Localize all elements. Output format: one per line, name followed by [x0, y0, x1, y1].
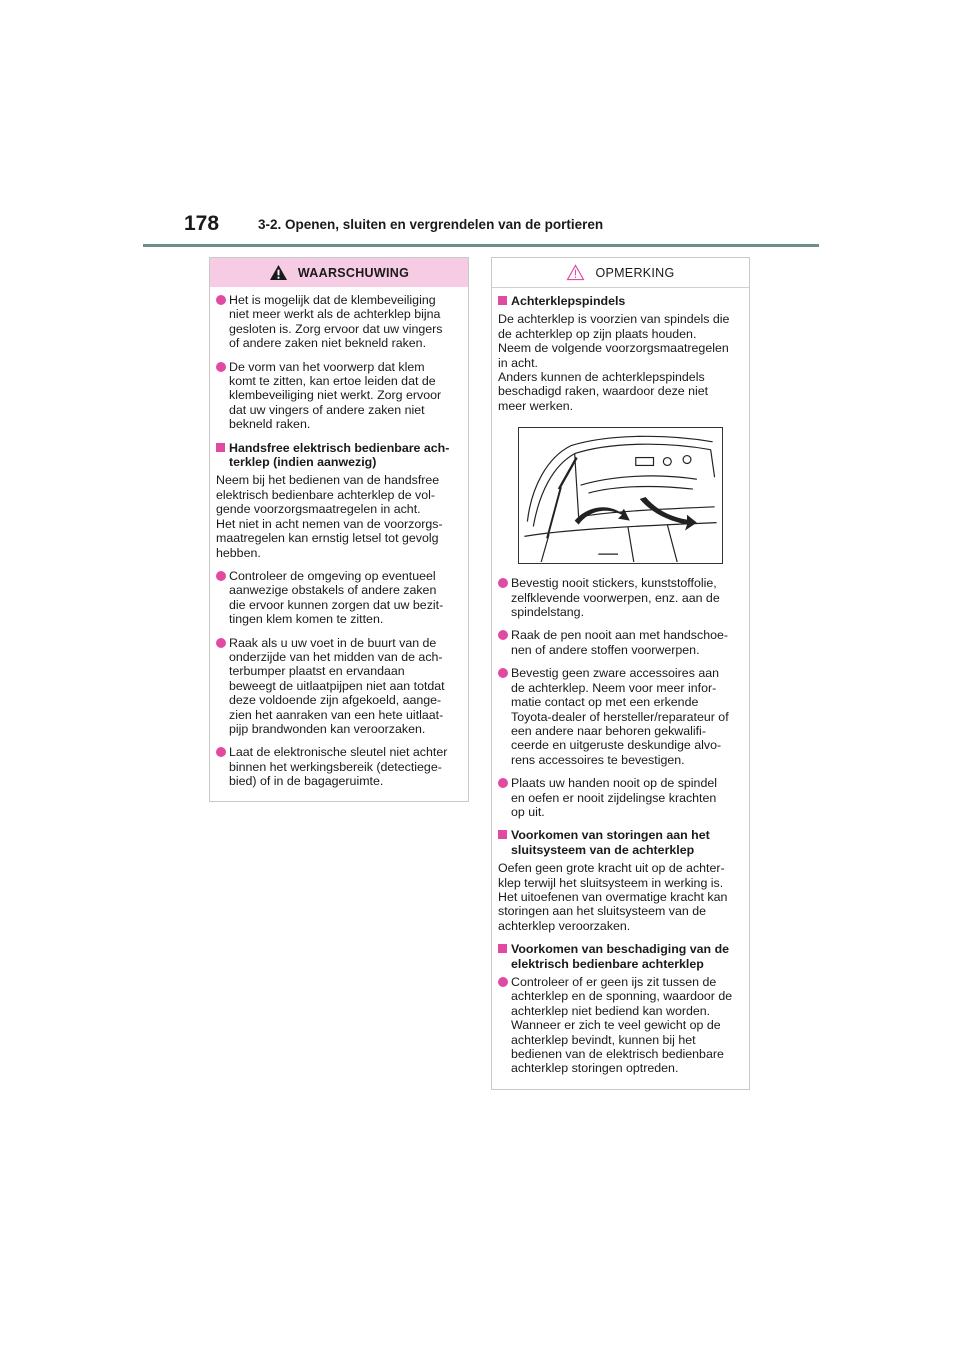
- text-line: achterklep veroorzaken.: [498, 918, 631, 933]
- note-header: [492, 258, 749, 288]
- note-para: [498, 861, 743, 933]
- warning-header: [210, 258, 468, 287]
- text-line: Bevestig nooit stickers, kunststoffolie,: [511, 576, 717, 591]
- caution-outline-icon: [566, 264, 585, 281]
- text-line: Raak de pen nooit aan met handschoe-: [511, 628, 728, 643]
- text-line: Neem bij het bedienen van de handsfree: [216, 473, 440, 488]
- warning-bullet: [216, 745, 462, 788]
- note-bullet: [498, 628, 743, 657]
- text-line: rens accessoires te bevestigen.: [511, 752, 685, 767]
- text-line: Het niet in acht nemen van de voorzorgs-: [216, 516, 443, 531]
- text-line: elektrisch bedienbare achterklep de vol-: [216, 487, 436, 502]
- text-line: klep terwijl het sluitsysteem in werking is.: [498, 875, 724, 890]
- text-line: sluitsysteem van de achterklep: [511, 842, 695, 857]
- text-line: en oefen er nooit zijdelingse krachten: [511, 790, 717, 805]
- text-line: De vorm van het voorwerp dat klem: [229, 359, 425, 374]
- text-line: maatregelen kan ernstig letsel tot gevolg: [216, 531, 439, 546]
- text-line: of andere zaken niet bekneld raken.: [229, 336, 427, 351]
- warning-para: [216, 473, 462, 559]
- text-line: meer werken.: [498, 398, 574, 413]
- note-intro: [498, 294, 743, 413]
- text-line: tingen klem komen te zitten.: [229, 612, 384, 627]
- note-para: [498, 312, 743, 413]
- note-bullet: [498, 975, 743, 1076]
- text-line: dat uw vingers of andere zaken niet: [229, 402, 425, 417]
- text-line: in acht.: [498, 355, 538, 370]
- note-body: [492, 288, 749, 1076]
- text-line: Het is mogelijk dat de klembeveiliging: [229, 293, 436, 307]
- text-line: De achterklep is voorzien van spindels die: [498, 312, 730, 327]
- text-line: Voorkomen van storingen aan het: [511, 828, 710, 843]
- note-bullet: [498, 576, 743, 619]
- note-details: [498, 576, 743, 1076]
- text-line: Achterklepspindels: [511, 294, 626, 308]
- text-line: komt te zitten, kan ertoe leiden dat de: [229, 374, 436, 389]
- page-number: 178: [184, 212, 220, 235]
- text-line: die ervoor kunnen zorgen dat uw bezit-: [229, 597, 444, 612]
- text-line: elektrisch bedienbare achterklep: [511, 956, 704, 971]
- text-line: achterklep bevindt, kunnen bij het: [511, 1032, 696, 1047]
- text-line: terbumper plaatst en ervandaan: [229, 664, 405, 679]
- note-heading: [498, 942, 743, 971]
- text-line: klembeveiliging niet werkt. Zorg ervoor: [229, 388, 442, 403]
- text-line: ceerde en uitgeruste deskundige alvo-: [511, 738, 722, 753]
- text-line: Laat de elektronische sleutel niet achter: [229, 745, 448, 760]
- warning-heading: [216, 441, 462, 470]
- warning-bullet: [216, 360, 462, 432]
- text-line: matie contact op met een erkende: [511, 695, 699, 710]
- text-line: spindelstang.: [511, 605, 585, 620]
- text-line: storingen aan het sluitsysteem van de: [498, 904, 707, 919]
- tailgate-spindle-figure: [518, 427, 723, 564]
- text-line: terklep (indien aanwezig): [229, 455, 377, 470]
- text-line: hebben.: [216, 545, 261, 560]
- text-line: bekneld raken.: [229, 417, 311, 432]
- text-line: achterklep niet bediend kan worden.: [511, 1003, 711, 1018]
- text-line: een andere naar behoren gekwalifi-: [511, 723, 706, 738]
- note-box: [491, 257, 750, 1090]
- note-bullet: [498, 776, 743, 819]
- text-line: beschadigd raken, waardoor deze niet: [498, 384, 709, 399]
- text-line: nen of andere stoffen voorwerpen.: [511, 642, 700, 657]
- text-line: Voorkomen van beschadiging van de: [511, 942, 730, 957]
- text-line: gesloten is. Zorg ervoor dat uw vingers: [229, 321, 443, 336]
- warning-bullet: [216, 569, 462, 627]
- text-line: achterklep storingen optreden.: [511, 1061, 679, 1076]
- section-title: 3-2. Openen, sluiten en vergrendelen van de portieren: [258, 217, 604, 232]
- tailgate-illustration: [519, 428, 722, 563]
- text-line: Het uitoefenen van overmatige kracht kan: [498, 889, 728, 904]
- text-line: Neem de volgende voorzorgsmaatregelen: [498, 341, 729, 356]
- text-line: de achterklep op zijn plaats houden.: [498, 326, 697, 341]
- text-line: Raak als u uw voet in de buurt van de: [229, 635, 437, 650]
- text-line: gende voorzorgsmaatregelen in acht.: [216, 502, 421, 517]
- text-line: Bevestig geen zware accessoires aan: [511, 666, 720, 681]
- text-line: binnen het werkingsbereik (detectiege-: [229, 759, 442, 774]
- text-line: de achterklep. Neem voor meer infor-: [511, 680, 717, 695]
- note-heading: [498, 294, 743, 308]
- note-bullet: [498, 666, 743, 767]
- text-line: op uit.: [511, 804, 545, 819]
- text-line: Controleer de omgeving op eventueel: [229, 568, 436, 583]
- warning-title: WAARSCHUWING: [297, 265, 410, 280]
- text-line: deze voldoende zijn afgekoeld, aange-: [229, 693, 442, 708]
- note-title: OPMERKING: [595, 265, 675, 280]
- text-line: Handsfree elektrisch bedienbare ach-: [229, 440, 450, 455]
- text-line: zelfklevende voorwerpen, enz. aan de: [511, 590, 720, 605]
- warning-body: [210, 287, 468, 789]
- text-line: Anders kunnen de achterklepspindels: [498, 370, 705, 385]
- header-rule: [143, 244, 819, 247]
- text-line: beweegt de uitlaatpijpen niet aan totdat: [229, 678, 445, 693]
- text-line: zien het aanraken van een hete uitlaat-: [229, 707, 444, 722]
- text-line: achterklep en de sponning, waardoor de: [511, 989, 733, 1004]
- note-heading: [498, 828, 743, 857]
- warning-bullet: [216, 636, 462, 737]
- text-line: aanwezige obstakels of andere zaken: [229, 583, 437, 598]
- warning-bullet: [216, 293, 462, 351]
- text-line: Plaats uw handen nooit op de spindel: [511, 776, 717, 791]
- text-line: pijp brandwonden kan veroorzaken.: [229, 721, 426, 736]
- text-line: Toyota-dealer of hersteller/reparateur of: [511, 709, 729, 724]
- text-line: Oefen geen grote kracht uit op de achter-: [498, 861, 725, 876]
- warning-triangle-icon: [269, 264, 288, 281]
- text-line: Controleer of er geen ijs zit tussen de: [511, 975, 717, 989]
- warning-box: [209, 257, 469, 802]
- text-line: niet meer werkt als de achterklep bijna: [229, 307, 441, 322]
- text-line: bedienen van de elektrisch bedienbare: [511, 1047, 724, 1062]
- text-line: bied) of in de bagageruimte.: [229, 774, 384, 789]
- text-line: onderzijde van het midden van de ach-: [229, 649, 443, 664]
- text-line: Wanneer er zich te veel gewicht op de: [511, 1018, 721, 1033]
